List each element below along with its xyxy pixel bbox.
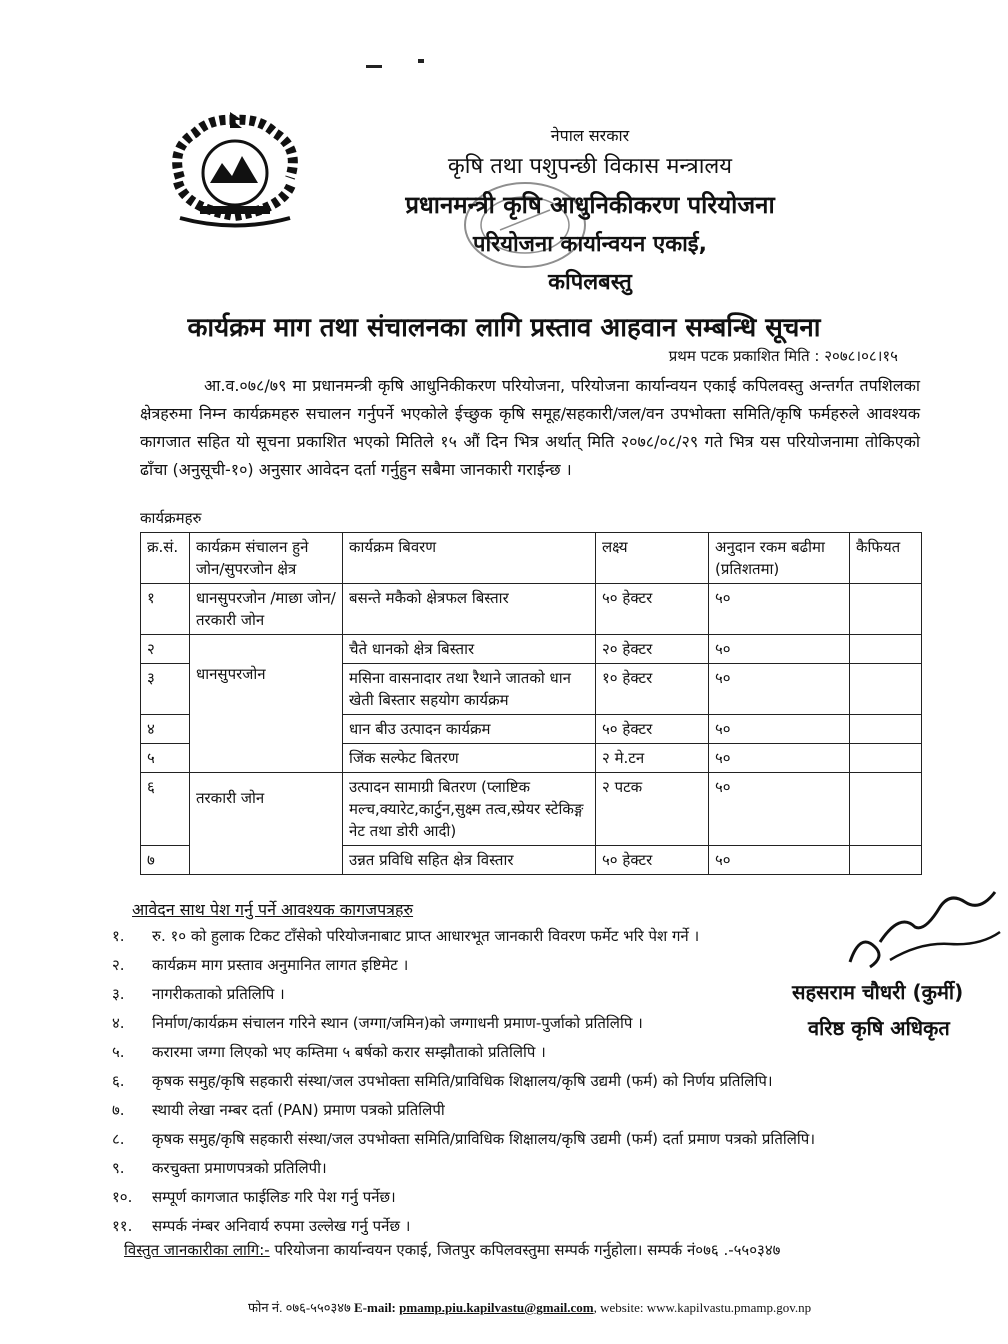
cell-description: चैते धानको क्षेत्र बिस्तार [343,635,596,664]
cell-subsidy: ५० [709,846,850,875]
cell-sn: ६ [141,773,190,846]
list-item [112,951,912,980]
item-text: नागरीकताको प्रतिलिपि । [152,985,285,1003]
table-row [141,584,922,635]
cell-remarks [850,664,922,715]
documents-list [112,922,912,1241]
cell-zone: तरकारी जोन [190,773,343,875]
table-row [141,635,922,664]
header-zone: कार्यक्रम संचालन हुने जोन/सुपरजोन क्षेत्र [190,533,343,584]
cell-target: १० हेक्टर [596,664,709,715]
cell-subsidy: ५० [709,664,850,715]
item-text: कार्यक्रम माग प्रस्ताव अनुमानित लागत इष्टिमेट । [152,956,409,974]
cell-sn: ३ [141,664,190,715]
notice-title: कार्यक्रम माग तथा संचालनका लागि प्रस्ताव आहवान सम्बन्धि सूचना [187,313,821,343]
item-number: ११. [112,1217,133,1235]
item-text: करचुक्ता प्रमाणपत्रको प्रतिलिपी। [152,1159,327,1177]
item-text: स्थायी लेखा नम्बर दर्ता (PAN) प्रमाण पत्रको प्रतिलिपी [152,1101,445,1119]
cell-description: जिंक सल्फेट बितरण [343,744,596,773]
unit-name: परियोजना कार्यान्वयन एकाई, [473,232,707,257]
item-number: ६. [112,1072,125,1090]
item-number: ३. [112,985,125,1003]
header-target: लक्ष्य [596,533,709,584]
more-info-text: परियोजना कार्यान्वयन एकाई, जितपुर कपिलवस्तुमा सम्पर्क गर्नुहोला। सम्पर्क नं०७६ .-५५०३४७ [269,1241,781,1259]
cell-description: बसन्ते मकैको क्षेत्रफल बिस्तार [343,584,596,635]
cell-subsidy: ५० [709,744,850,773]
header-sn: क्र.सं. [141,533,190,584]
item-text: कृषक समुह/कृषि सहकारी संस्था/जल उपभोक्ता समिति/प्राविधिक शिक्षालय/कृषि उद्यमी (फर्म) को निर्णय प्रतिलिपि। [152,1072,773,1090]
item-text: कृषक समुह/कृषि सहकारी संस्था/जल उपभोक्ता समिति/प्राविधिक शिक्षालय/कृषि उद्यमी (फर्म) दर्ता प्रमाण पत्रको प्रतिलिपि। [152,1130,816,1148]
list-item [112,1212,912,1241]
item-number: ९. [112,1159,125,1177]
more-info-label: विस्तुत जानकारीका लागि:- [124,1241,270,1259]
cell-subsidy: ५० [709,584,850,635]
more-info [124,1240,780,1260]
item-number: २. [112,956,125,974]
list-item [112,922,912,951]
list-item [112,1067,912,1096]
cell-remarks [850,584,922,635]
item-text: सम्पूर्ण कागजात फाईलिङ गरि पेश गर्नु पर्नेछ। [152,1188,396,1206]
table-header-row [141,533,922,584]
list-item [112,1096,912,1125]
cell-sn: ४ [141,715,190,744]
item-text: सम्पर्क नंम्बर अनिवार्य रुपमा उल्लेख गर्नु पर्नेछ । [152,1217,411,1235]
list-item [112,1009,912,1038]
project-name: प्रधानमन्त्री कृषि आधुनिकीकरण परियोजना [405,191,775,219]
signatory-name: सहसराम चौधरी (कुर्मी) [792,980,964,1004]
list-item [112,1125,912,1154]
footer-website[interactable]: , website: www.kapilvastu.pmamp.gov.np [593,1300,812,1315]
footer-email-label: E-mail: [354,1300,400,1315]
header-description: कार्यक्रम बिवरण [343,533,596,584]
item-number: ८. [112,1130,125,1148]
list-item [112,1183,912,1212]
cell-remarks [850,744,922,773]
district-name: कपिलबस्तु [548,270,632,295]
item-number: १. [112,927,125,945]
cell-target: २ मे.टन [596,744,709,773]
ministry-name: कृषि तथा पशुपन्छी विकास मन्त्रालय [447,154,733,179]
item-text: करारमा जग्गा लिएको भए कम्तिमा ५ बर्षको करार सम्झौताको प्रतिलिपि । [152,1043,546,1061]
cell-remarks [850,715,922,744]
cell-sn: ५ [141,744,190,773]
item-number: ५. [112,1043,125,1061]
item-number: ७. [112,1101,125,1119]
cell-sn: ७ [141,846,190,875]
header-subsidy: अनुदान रकम बढीमा (प्रतिशतमा) [709,533,850,584]
item-text: रु. १० को हुलाक टिकट टाँसेको परियोजनाबाट प्राप्त आधारभूत जानकारी विवरण फर्मेट भरि पेश गर्ने । [152,927,700,945]
cell-target: २ पटक [596,773,709,846]
footer [248,1298,811,1316]
cell-sn: २ [141,635,190,664]
cell-target: ५० हेक्टर [596,584,709,635]
notice-intro: आ.व.०७८/७९ मा प्रधानमन्त्री कृषि आधुनिकीकरण परियोजना, परियोजना कार्यान्वयन एकाई कपिलवस्तु अन्तर्गत तपशिलका क्षेत्रहरुमा निम्न कार्यक्रमहरु सचालन गर्नुपर्ने भएकोले ईच्छुक कृषि समूह/सहकारी/जल/वन उपभोक्ता समिति/कृषि फर्महरुले आवश्यक कागजात सहित यो सूचना प्रकाशित भएको मितिले १५ औं दिन भित्र अर्थात् मिति २०७८/०८/२९ गते भित्र यस परियोजनामा तोकिएको ढाँचा (अनुसूची-१०) अनुसार आवेदन दर्ता गर्नुहुन सबैमा जानकारी गराईन्छ । [140,376,920,479]
cell-sn: १ [141,584,190,635]
office-stamp-icon [440,170,610,280]
item-text: निर्माण/कार्यक्रम संचालन गरिने स्थान (जग्गा/जमिन)को जग्गाधनी प्रमाण-पुर्जाको प्रतिलिपि । [152,1014,643,1032]
scan-specks [360,55,440,75]
handwritten-signature-icon [830,872,1008,972]
list-item [112,1154,912,1183]
cell-remarks [850,635,922,664]
cell-remarks [850,773,922,846]
cell-target: २० हेक्टर [596,635,709,664]
signatory-designation: वरिष्ठ कृषि अधिकृत [808,1016,950,1040]
programs-table [140,532,922,875]
footer-email-link[interactable]: pmamp.piu.kapilvastu@gmail.com [399,1300,594,1315]
publication-date: प्रथम पटक प्रकाशित मिति : २०७८।०८।१५ [668,347,898,365]
cell-subsidy: ५० [709,715,850,744]
cell-description: धान बीउ उत्पादन कार्यक्रम [343,715,596,744]
cell-description: उन्नत प्रविधि सहित क्षेत्र विस्तार [343,846,596,875]
programs-caption: कार्यक्रमहरु [140,509,202,527]
cell-zone: धानसुपरजोन /माछा जोन/तरकारी जोन [190,584,343,635]
footer-phone: फोन नं. ०७६-५५०३४७ [248,1300,354,1315]
item-number: १०. [112,1188,133,1206]
cell-target: ५० हेक्टर [596,846,709,875]
cell-subsidy: ५० [709,635,850,664]
government-name: नेपाल सरकार [550,126,630,145]
list-item [112,1038,912,1067]
table-row [141,773,922,846]
documents-heading: आवेदन साथ पेश गर्नु पर्ने आवश्यक कागजपत्रहरु [132,900,414,919]
header-remarks: कैफियत [850,533,922,584]
cell-subsidy: ५० [709,773,850,846]
cell-description: उत्पादन सामाग्री बितरण (प्लाष्टिक मल्च,क्यारेट,कार्टुन,सुक्ष्म तत्व,स्प्रेयर स्टेकिङ्ग नेट तथा डोरी आदी) [343,773,596,846]
cell-zone: धानसुपरजोन [190,635,343,773]
cell-target: ५० हेक्टर [596,715,709,744]
cell-description: मसिना वासनादार तथा रैथाने जातको धान खेती बिस्तार सहयोग कार्यक्रम [343,664,596,715]
cell-remarks [850,846,922,875]
item-number: ४. [112,1014,125,1032]
